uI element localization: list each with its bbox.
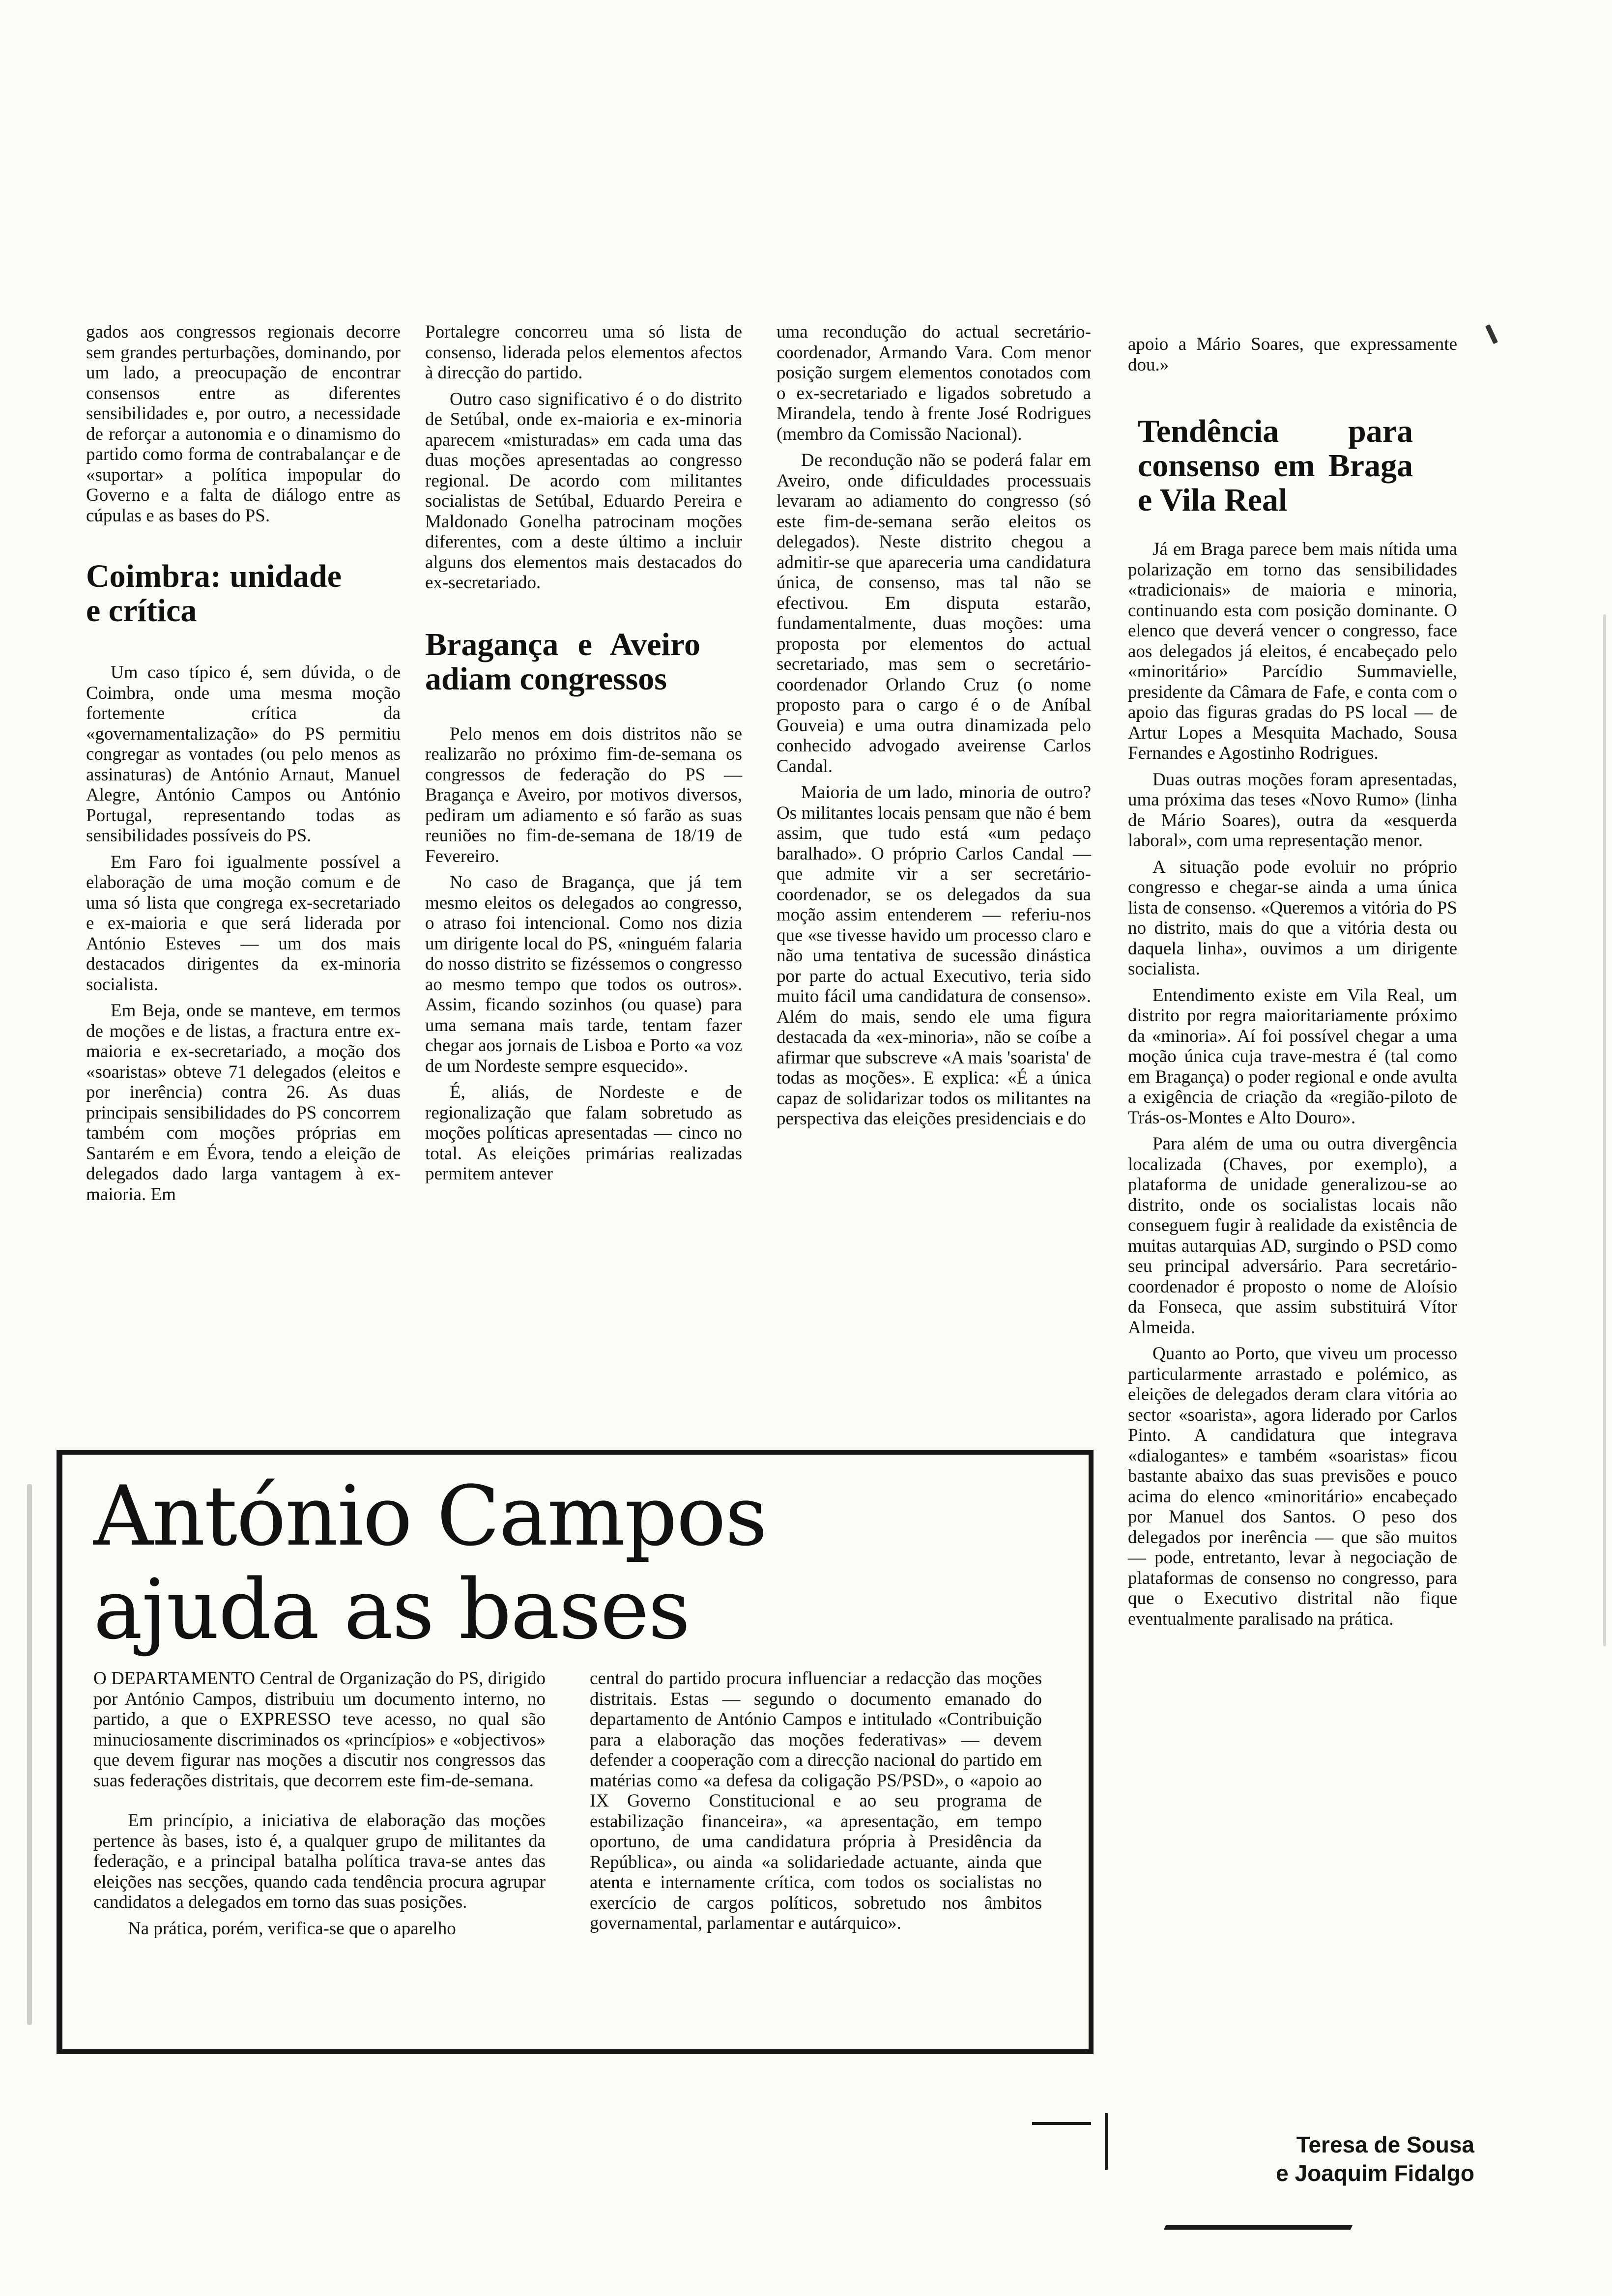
paragraph: Em Faro foi igualmente possível a elaboração de uma moção comum e de uma só lista que congrega ex-secretariado e ex-maioria e que será liderada por António Esteves — um dos mais destacados dirigentes da ex-minoria socialista. [86,852,401,995]
boxed-article-column-2 [590,1668,1042,1953]
end-rule [1164,2225,1353,2230]
paragraph: Quanto ao Porto, que viveu um processo particularmente arrastado e polémico, as eleições de delegados deram clara vitória ao sector «soarista», agora liderado por Carlos Pinto. A candidatura que integrava «dialogantes» e também «soaristas» ficou bastante abaixo das suas previsões e pouco acima do elenco «minoritário» encabeçado por Manuel dos Santos. O peso dos delegados por inerência — que são muitos — pode, entretanto, levar à negociação de plataformas de consenso no congresso, para que o Executivo distrital não fique eventualmente paralisado na prática. [1128,1344,1457,1629]
byline [1199,2130,1474,2187]
paragraph: Um caso típico é, sem dúvida, o de Coimbra, onde uma mesma moção fortemente crítica da «governamentalização» do PS permitiu congregar as vontades (ou pelo menos as assinaturas) de António Arnaut, Manuel Alegre, António Campos ou António Portugal, representando todas as sensibilidades possíveis do PS. [86,662,401,846]
boxed-article-title: António Campos ajuda as bases [93,1468,767,1658]
paragraph: A situação pode evoluir no próprio congresso e chegar-se ainda a uma única lista de consenso. «Queremos a vitória do PS no distrito, mais do que a vitória desta ou daquela linha», ouvimos a um dirigente socialista. [1128,857,1457,979]
paragraph: Portalegre concorreu uma só lista de consenso, liderada pelos elementos afectos à direcção do partido. [425,322,742,383]
byline-author-2: e Joaquim Fidalgo [1276,2160,1474,2186]
scan-mark [1485,324,1498,344]
paragraph: Pelo menos em dois distritos não se realizarão no próximo fim-de-semana os congressos de federação do PS — Bragança e Aveiro, por motivos diversos, pediram um adiamento e só farão as suas reuniões no fim-de-semana de 18/19 de Fevereiro. [425,723,742,866]
subheading-braganca-aveiro: Bragança e Aveiro adiam congressos [425,626,700,697]
byline-vertical-rule [1105,2113,1108,2170]
paragraph: Outro caso significativo é o do distrito de Setúbal, onde ex-maioria e ex-minoria aparecem «misturadas» em cada uma das duas moções apresentadas ao congresso regional. De acordo com militantes socialistas de Setúbal, Eduardo Pereira e Maldonado Gonelha patrocinam moções diferentes, com a deste último a incluir alguns dos elementos mais destacados do ex-secretariado. [425,389,742,593]
paragraph: É, aliás, de Nordeste e de regionalização que falam sobretudo as moções políticas apresentadas — cinco no total. As eleições primárias realizadas permitem antever [425,1082,742,1184]
paragraph: central do partido procura influenciar a redacção das moções distritais. Estas — segundo o documento emanado do departamento de António Campos e intitulado «Contribuição para a elaboração das moções federativas» — devem defender a cooperação com a direcção nacional do partido em matérias como «a defesa da coligação PS/PSD», o «apoio ao IX Governo Constitucional e ao seu programa de estabilização financeira», «a apresentação, em tempo oportuno, de uma candidatura própria à Presidência da República», ou ainda «a solidariedade actuante, ainda que atenta e internamente crítica, com todos os socialistas no exercício de cargos políticos, sobretudo nos âmbitos governamental, parlamentar e autárquico». [590,1668,1042,1933]
article-column-3 [777,322,1091,1135]
paragraph: Em Beja, onde se manteve, em termos de moções e de listas, a fractura entre ex-maioria e ex-secretariado, a moção dos «soaristas» obteve 71 delegados (eleitos e por inerência) contra 26. As duas principais sensibilidades do PS concorrem também com moções próprias em Santarém e em Évora, tendo a eleição de delegados dado larga vantagem à ex-maioria. Em [86,1001,401,1205]
scan-mark [1603,614,1606,1646]
paragraph: Para além de uma ou outra divergência localizada (Chaves, por exemplo), a plataforma de unidade generalizou-se ao distrito, onde os socialistas locais não conseguem fugir à realidade da existência de muitas autarquias AD, surgindo o PSD como seu principal adversário. Para secretário-coordenador é proposto o nome de Aloísio da Fonseca, que assim substituirá Vítor Almeida. [1128,1134,1457,1338]
article-column-4 [1128,334,1457,1635]
paragraph: Em princípio, a iniciativa de elaboração das moções pertence às bases, isto é, a qualquer grupo de militantes da federação, e a principal batalha política trava-se antes das eleições nas secções, quando cada tendência procura agrupar candidatos a delegados em torno das suas posições. [93,1810,546,1912]
boxed-article-column-1 [93,1668,546,1958]
article-column-1 [86,322,401,1210]
paragraph: Na prática, porém, verifica-se que o aparelho [128,1918,456,1939]
paragraph: gados aos congressos regionais decorre sem grandes perturbações, dominando, por um lado, a preocupação de encontrar consensos entre as diferentes sensibilidades e, por outro, a necessidade de reforçar a autonomia e o dinamismo do partido como forma de contrabalançar e de «suportar» a política impopular do Governo e a falta de diálogo entre as cúpulas e as bases do PS. [86,322,401,526]
byline-author-1: Teresa de Sousa [1296,2132,1474,2157]
byline-rule-top [1032,2122,1091,2125]
paragraph: apoio a Mário Soares, que expressamente dou.» [1128,334,1457,375]
paragraph: Duas outras moções foram apresentadas, uma próxima das teses «Novo Rumo» (linha de Mário Soares), outra da «esquerda laboral», com uma representação menor. [1128,769,1457,851]
paragraph: O DEPARTAMENTO Central de Organização do PS, dirigido por António Campos, distribuiu um documento interno, no partido, a que o EXPRESSO teve acesso, no qual são minuciosamente discriminados os «princípios» e «objectivos» que devem figurar nas moções a discutir nos congressos das suas federações distritais, que decorrem este fim-de-semana. [93,1668,546,1791]
scan-mark [27,1484,32,2025]
article-column-2 [425,322,742,1190]
paragraph: No caso de Bragança, que já tem mesmo eleitos os delegados ao congresso, o atraso foi intencional. Como nos dizia um dirigente local do PS, «ninguém falaria do nosso distrito se fizéssemos o congresso ao mesmo tempo que todos os outros». Assim, ficando sozinhos (ou quase) para uma semana mais tarde, tentam fazer chegar aos jornais de Lisboa e Porto «a voz de um Nordeste sempre esquecido». [425,872,742,1076]
paragraph: De recondução não se poderá falar em Aveiro, onde dificuldades processuais levaram ao adiamento do congresso (só este fim-de-semana serão eleitos os delegados). Neste distrito chegou a admitir-se que apareceria uma candidatura única, de consenso, mas tal não se efectivou. Em disputa estarão, fundamentalmente, duas moções: uma proposta por elementos do actual secretariado, mas sem o secretário-coordenador Orlando Cruz (o nome proposto para o cargo é o de Aníbal Gouveia) e uma outra dinamizada pelo conhecido advogado aveirense Carlos Candal. [777,450,1091,776]
paragraph: uma recondução do actual secretário-coordenador, Armando Vara. Com menor posição surgem elementos conotados com o ex-secretariado e ligados sobretudo a Mirandela, tendo à frente José Rodrigues (membro da Comissão Nacional). [777,322,1091,444]
subheading-braga-vila-real: Tendência para consenso em Braga e Vila Real [1138,413,1413,518]
paragraph: Entendimento existe em Vila Real, um distrito por regra maioritariamente próximo da «minoria». Aí foi possível chegar a uma moção única cuja trave-mestra é (tal como em Bragança) o poder regional e onde avulta a exigência de criação da «região-piloto de Trás-os-Montes e Alto Douro». [1128,985,1457,1128]
paragraph: Já em Braga parece bem mais nítida uma polarização em torno das sensibilidades «tradicionais» de maioria e minoria, continuando esta com posição dominante. O elenco que deverá vencer o congresso, face aos delegados já eleitos, é encabeçado pelo «minoritário» Parcídio Summavielle, presidente da Câmara de Fafe, e conta com o apoio das figuras gradas do PS local — de Artur Lopes a Mesquita Machado, Sousa Fernandes e Agostinho Rodrigues. [1128,539,1457,763]
subheading-coimbra: Coimbra: unidade e crítica [86,558,342,629]
paragraph: Maioria de um lado, minoria de outro? Os militantes locais pensam que não é bem assim, que tudo está «um pedaço baralhado». O próprio Carlos Candal — que admite vir a ser secretário-coordenador, se os delegados da sua moção assim entenderem — referiu-nos que «se tivesse havido um processo claro e não uma tentativa de sucessão dinástica por parte do actual Executivo, teria sido muito fácil uma candidatura de consenso». Além do mais, sendo ele uma figura destacada da «ex-minoria», não se coíbe a afirmar que subscreve «A mais 'soarista' de todas as moções». E explica: «É a única capaz de solidarizar todos os militantes na perspectiva das eleições presidenciais e do [777,782,1091,1129]
